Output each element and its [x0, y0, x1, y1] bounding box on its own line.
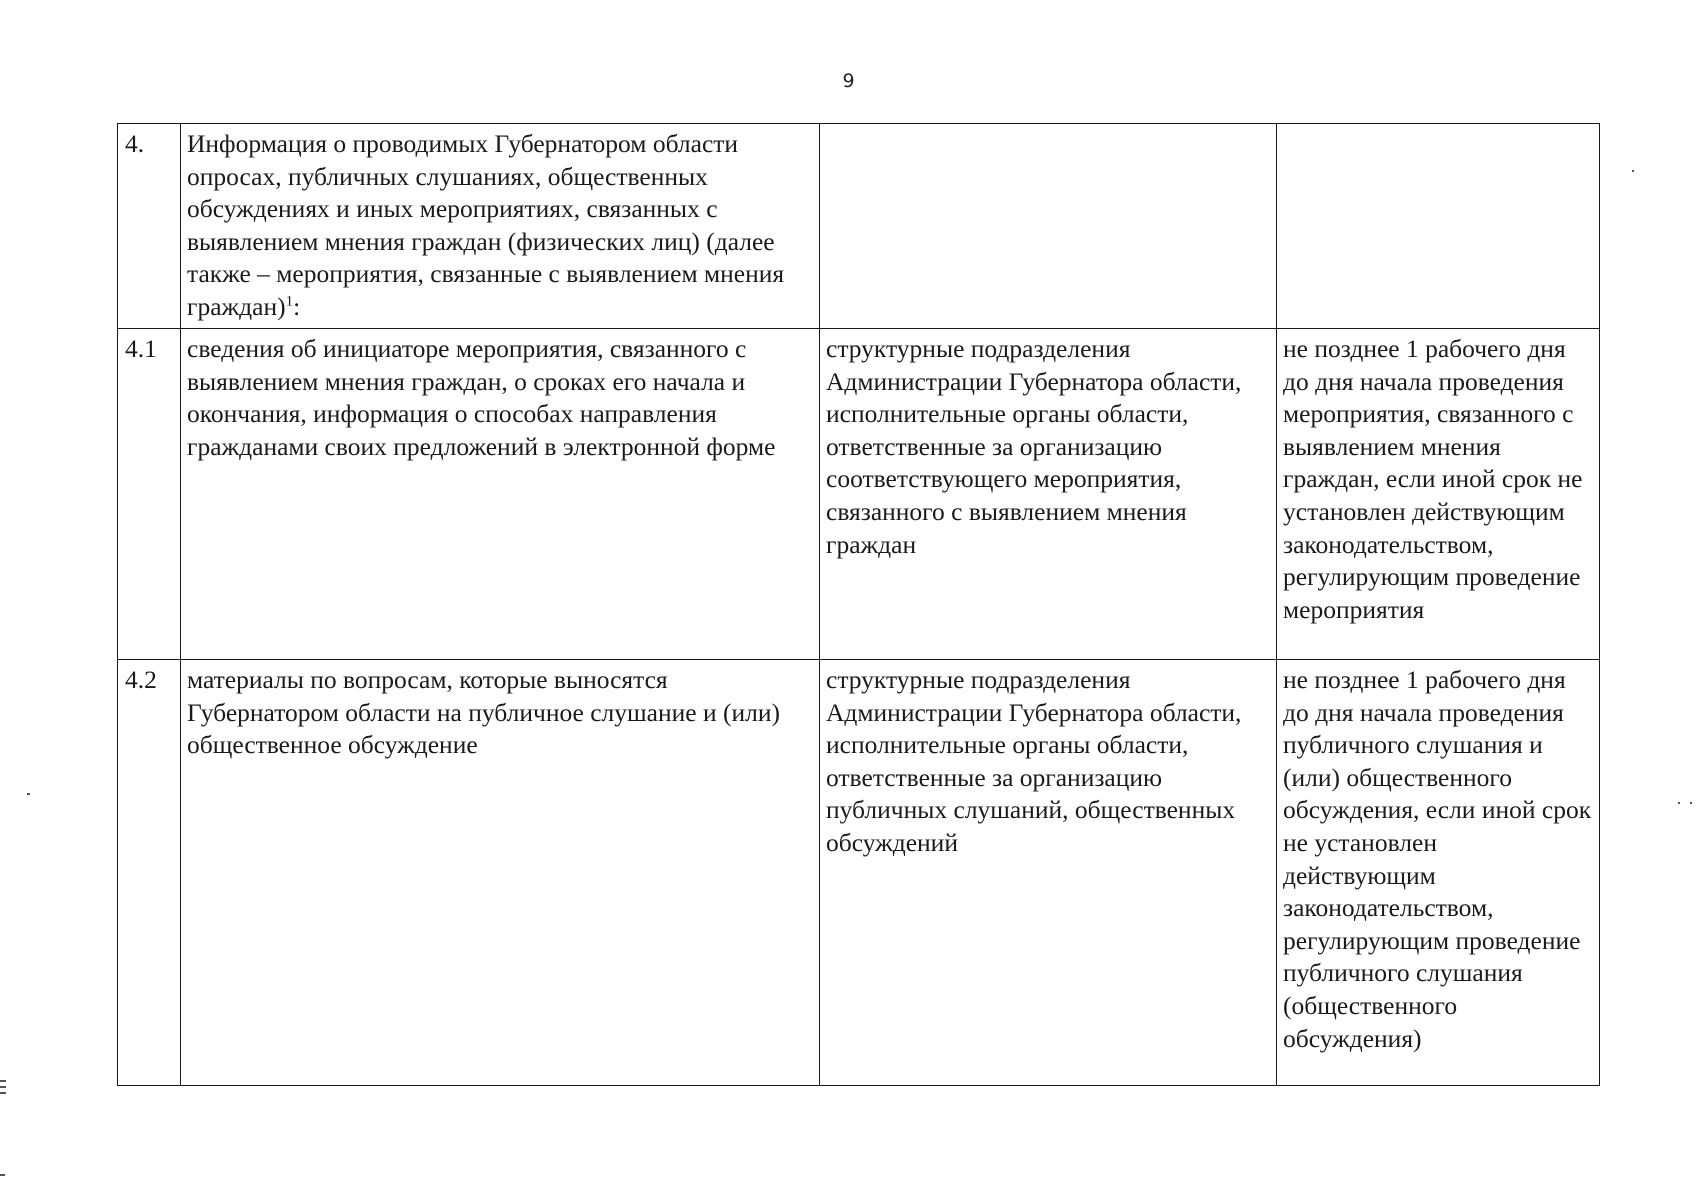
scan-speck [0, 1092, 6, 1094]
scan-speck [0, 1080, 6, 1082]
deadline-cell [1277, 124, 1600, 329]
scan-speck [1678, 802, 1680, 804]
responsible-cell [820, 124, 1277, 329]
scan-speck [0, 1174, 5, 1176]
info-cell [181, 124, 820, 329]
page-number: 9 [842, 70, 855, 92]
table-row [118, 660, 1600, 1086]
scan-speck [27, 793, 30, 795]
scan-speck [1690, 802, 1692, 804]
table-row [118, 124, 1600, 329]
deadline-cell: не позднее 1 рабочего дня до дня начала проведения мероприятия, связанного с выявлением мнения граждан, если иной срок не установлен действующим законодательством, регулирующим проведение мероприятия [1277, 329, 1600, 660]
requirements-table [117, 123, 1600, 1086]
row-number: 4. [118, 124, 181, 329]
info-cell: материалы по вопросам, которые выносятся Губернатором области на публичное слушание и (или) общественное обсуждение [181, 660, 820, 1086]
deadline-cell: не позднее 1 рабочего дня до дня начала проведения публичного слушания и (или) общественного обсуждения, если иной срок не установлен действующим законодательством, регулирующим проведение публичного слушания (общественного обсуждения) [1277, 660, 1600, 1086]
row-number: 4.2 [118, 660, 181, 1086]
scan-speck [0, 1086, 6, 1088]
info-text: Информация о проводимых Губернатором области опросах, публичных слушаниях, общественных обсуждениях и иных мероприятиях, связанных с выявлением мнения граждан (физических лиц) (далее также – мероприятия, связанные с выявлением мнения граждан) [187, 129, 785, 321]
info-cell: сведения об инициаторе мероприятия, связанного с выявлением мнения граждан, о сроках его начала и окончания, информация о способах направления гражданами своих предложений в электронной форме [181, 329, 820, 660]
table-row [118, 329, 1600, 660]
footnote-mark: 1 [285, 293, 294, 310]
info-tail: : [293, 291, 301, 321]
responsible-cell: структурные подразделения Администрации Губернатора области, исполнительные органы области, ответственные за организацию соответствующего мероприятия, связанного с выявлением мнения граждан [820, 329, 1277, 660]
scan-speck [1632, 170, 1634, 172]
responsible-cell: структурные подразделения Администрации Губернатора области, исполнительные органы области, ответственные за организацию публичных слушаний, общественных обсуждений [820, 660, 1277, 1086]
row-number: 4.1 [118, 329, 181, 660]
